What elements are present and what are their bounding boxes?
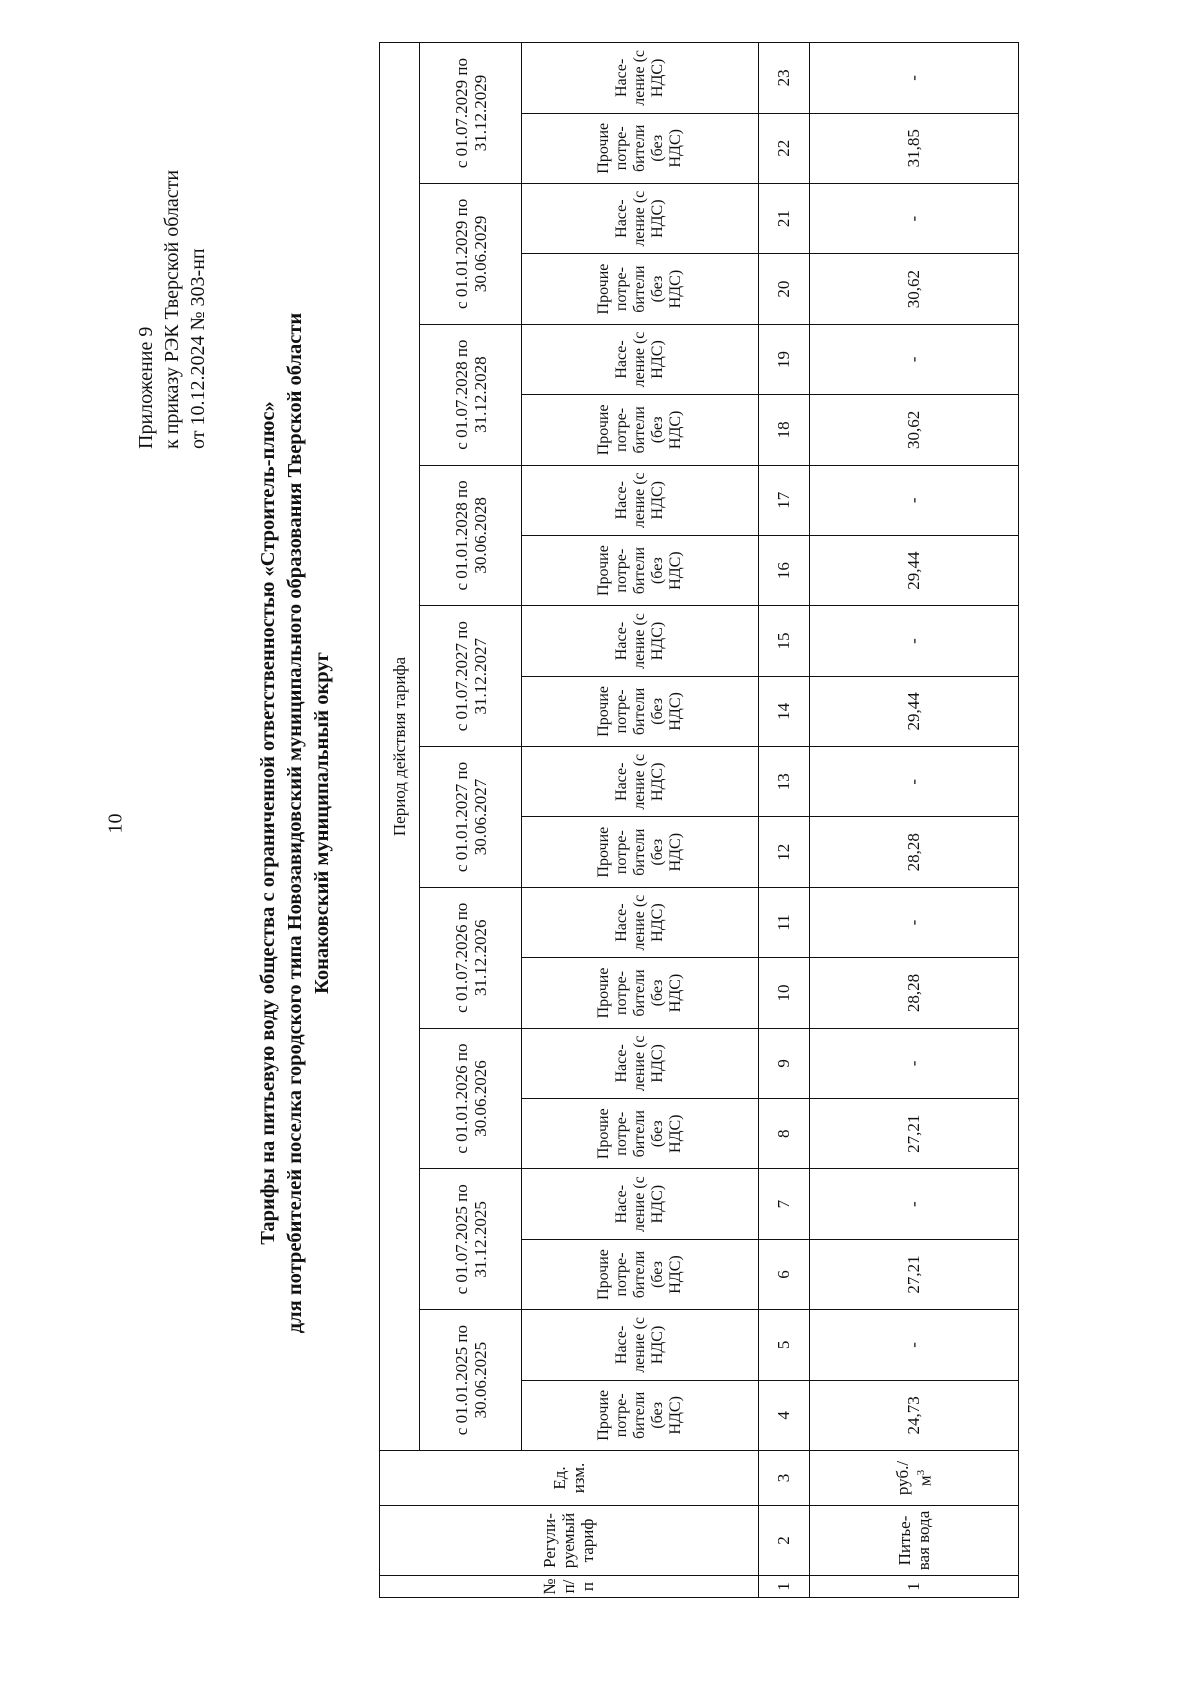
title-line-3: Конаковский муниципальный округ <box>311 652 333 994</box>
column-number: 23 <box>758 43 809 113</box>
tariff-value: 27,21 <box>809 1099 1018 1169</box>
tariff-value: - <box>809 465 1018 535</box>
tariff-value: - <box>809 1310 1018 1380</box>
category-population: Насе-ление (с НДС) <box>521 465 758 535</box>
tariff-value: 27,21 <box>809 1239 1018 1309</box>
period-header: с 01.07.2029 по 31.12.2029 <box>420 43 522 184</box>
column-number: 2 <box>758 1506 809 1576</box>
tariff-value: 28,28 <box>809 958 1018 1028</box>
column-number: 22 <box>758 113 809 183</box>
column-number: 15 <box>758 606 809 676</box>
category-population: Насе-ление (с НДС) <box>521 1028 758 1098</box>
column-number: 6 <box>758 1239 809 1309</box>
title-line-2: для потребителей поселка городского типа Новозавидовский муниципального образования Тверской области <box>284 312 306 1334</box>
period-header: с 01.07.2026 по 31.12.2026 <box>420 887 522 1028</box>
row-no: 1 <box>809 1576 1018 1598</box>
column-number: 1 <box>758 1576 809 1598</box>
header-tariff: Регули-руемый тариф <box>380 1506 759 1576</box>
column-number: 11 <box>758 887 809 957</box>
category-other-consumers: Прочие потре-бители (без НДС) <box>521 1239 758 1309</box>
column-number: 19 <box>758 324 809 394</box>
header-row-categories <box>521 43 758 1598</box>
header-row-1 <box>380 43 420 1598</box>
tariff-value: - <box>809 606 1018 676</box>
tariff-value: 24,73 <box>809 1380 1018 1450</box>
category-other-consumers: Прочие потре-бители (без НДС) <box>521 395 758 465</box>
tariff-value: - <box>809 1028 1018 1098</box>
tariff-value: 28,28 <box>809 817 1018 887</box>
category-other-consumers: Прочие потре-бители (без НДС) <box>521 113 758 183</box>
category-population: Насе-ление (с НДС) <box>521 606 758 676</box>
column-number: 3 <box>758 1451 809 1506</box>
column-number: 5 <box>758 1310 809 1380</box>
header-no: № п/п <box>380 1576 759 1598</box>
tariff-value: 30,62 <box>809 395 1018 465</box>
header-row-periods <box>420 43 522 1598</box>
page-number: 10 <box>104 813 127 834</box>
appendix-line-1: Приложение 9 <box>135 326 157 449</box>
period-header: с 01.07.2028 по 31.12.2028 <box>420 324 522 465</box>
category-other-consumers: Прочие потре-бители (без НДС) <box>521 817 758 887</box>
category-population: Насе-ление (с НДС) <box>521 887 758 957</box>
period-header: с 01.01.2025 по 30.06.2025 <box>420 1310 522 1451</box>
header-unit: Ед. изм. <box>380 1451 759 1506</box>
column-number: 16 <box>758 535 809 605</box>
column-number: 4 <box>758 1380 809 1450</box>
column-number: 21 <box>758 183 809 253</box>
category-population: Насе-ление (с НДС) <box>521 1169 758 1239</box>
tariff-value: - <box>809 747 1018 817</box>
period-header: с 01.07.2025 по 31.12.2025 <box>420 1169 522 1310</box>
category-other-consumers: Прочие потре-бители (без НДС) <box>521 1099 758 1169</box>
category-other-consumers: Прочие потре-бители (без НДС) <box>521 676 758 746</box>
tariff-value: - <box>809 43 1018 113</box>
category-population: Насе-ление (с НДС) <box>521 43 758 113</box>
category-population: Насе-ление (с НДС) <box>521 183 758 253</box>
period-header: с 01.07.2027 по 31.12.2027 <box>420 606 522 747</box>
column-number: 17 <box>758 465 809 535</box>
category-population: Насе-ление (с НДС) <box>521 1310 758 1380</box>
header-row-numbers <box>758 43 809 1598</box>
category-other-consumers: Прочие потре-бители (без НДС) <box>521 1380 758 1450</box>
unit-sup: 3 <box>914 1469 927 1476</box>
period-header: с 01.01.2029 по 30.06.2029 <box>420 183 522 324</box>
tariff-value: 29,44 <box>809 676 1018 746</box>
tariff-value: - <box>809 324 1018 394</box>
category-population: Насе-ление (с НДС) <box>521 747 758 817</box>
column-number: 7 <box>758 1169 809 1239</box>
category-population: Насе-ление (с НДС) <box>521 324 758 394</box>
tariff-value: - <box>809 1169 1018 1239</box>
header-period: Период действия тарифа <box>380 43 420 1451</box>
column-number: 20 <box>758 254 809 324</box>
tariff-table <box>379 42 1019 1598</box>
column-number: 12 <box>758 817 809 887</box>
period-header: с 01.01.2026 по 30.06.2026 <box>420 1028 522 1169</box>
column-number: 10 <box>758 958 809 1028</box>
column-number: 9 <box>758 1028 809 1098</box>
tariff-value: 31,85 <box>809 113 1018 183</box>
title-line-1: Тарифы на питьевую воду общества с ограниченной ответственностью «Строитель-плюс» <box>257 401 279 1245</box>
unit-text: руб./м <box>892 1460 935 1496</box>
tariff-value: - <box>809 887 1018 957</box>
column-number: 14 <box>758 676 809 746</box>
column-number: 18 <box>758 395 809 465</box>
category-other-consumers: Прочие потре-бители (без НДС) <box>521 535 758 605</box>
tariff-value: 29,44 <box>809 535 1018 605</box>
tariff-value: 30,62 <box>809 254 1018 324</box>
table-row <box>809 43 1018 1598</box>
appendix-line-2: к приказу РЭК Тверской области <box>161 169 183 449</box>
category-other-consumers: Прочие потре-бители (без НДС) <box>521 958 758 1028</box>
tariff-value: - <box>809 183 1018 253</box>
appendix-block <box>133 170 211 449</box>
period-header: с 01.01.2027 по 30.06.2027 <box>420 747 522 888</box>
row-unit <box>809 1451 1018 1506</box>
row-tariff: Питье-вая вода <box>809 1506 1018 1576</box>
category-other-consumers: Прочие потре-бители (без НДС) <box>521 254 758 324</box>
rotated-content <box>133 33 1078 1613</box>
appendix-line-3: от 10.12.2024 № 303-нп <box>187 248 209 449</box>
period-header: с 01.01.2028 по 30.06.2028 <box>420 465 522 606</box>
column-number: 8 <box>758 1099 809 1169</box>
column-number: 13 <box>758 747 809 817</box>
document-title <box>255 33 336 1613</box>
